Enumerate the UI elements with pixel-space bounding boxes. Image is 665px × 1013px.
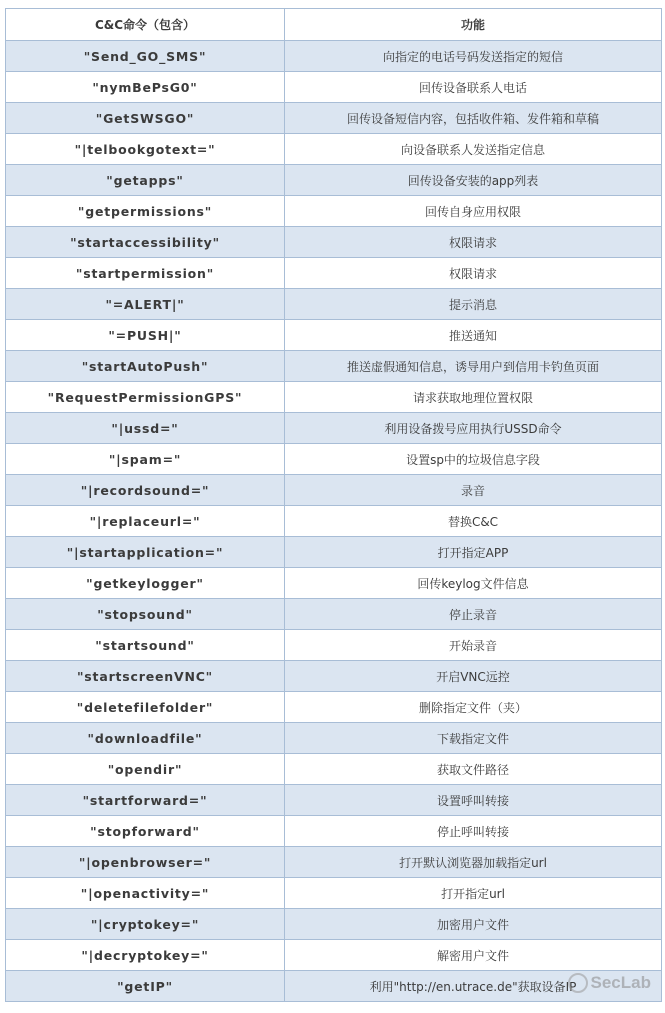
table-row [6,289,662,320]
function-cell: 向指定的电话号码发送指定的短信 [285,41,662,72]
table-row [6,909,662,940]
command-cell: "=ALERT|" [6,289,285,320]
function-cell: 停止呼叫转接 [285,816,662,847]
watermark [568,973,651,993]
function-cell: 打开指定APP [285,537,662,568]
function-cell: 回传自身应用权限 [285,196,662,227]
table-row [6,568,662,599]
command-cell: "startAutoPush" [6,351,285,382]
table-row [6,258,662,289]
table-row [6,754,662,785]
function-cell: 下载指定文件 [285,723,662,754]
table-row [6,320,662,351]
command-cell: "startaccessibility" [6,227,285,258]
command-cell: "downloadfile" [6,723,285,754]
command-cell: "|recordsound=" [6,475,285,506]
function-cell: 替换C&C [285,506,662,537]
function-cell: 权限请求 [285,227,662,258]
command-cell: "|openactivity=" [6,878,285,909]
function-cell: 推送通知 [285,320,662,351]
function-cell: 利用"http://en.utrace.de"获取设备IP [285,971,662,1002]
function-cell: 打开指定url [285,878,662,909]
table-row [6,847,662,878]
function-cell: 设置呼叫转接 [285,785,662,816]
table-row [6,785,662,816]
table-row [6,227,662,258]
command-cell: "|spam=" [6,444,285,475]
command-cell: "|telbookgotext=" [6,134,285,165]
table-row [6,878,662,909]
table-row [6,661,662,692]
command-cell: "|decryptokey=" [6,940,285,971]
command-cell: "|replaceurl=" [6,506,285,537]
command-cell: "startforward=" [6,785,285,816]
function-cell: 提示消息 [285,289,662,320]
table-row [6,444,662,475]
command-cell: "opendir" [6,754,285,785]
table-row [6,475,662,506]
command-cell: "stopforward" [6,816,285,847]
table-row [6,940,662,971]
table-row [6,41,662,72]
table-row [6,351,662,382]
command-cell: "getapps" [6,165,285,196]
table-row [6,103,662,134]
logo-icon [568,973,588,993]
function-cell: 获取文件路径 [285,754,662,785]
command-cell: "getpermissions" [6,196,285,227]
function-cell: 打开默认浏览器加载指定url [285,847,662,878]
function-cell: 回传设备安装的app列表 [285,165,662,196]
command-cell: "GetSWSGO" [6,103,285,134]
function-cell: 录音 [285,475,662,506]
function-cell: 请求获取地理位置权限 [285,382,662,413]
function-cell: 开始录音 [285,630,662,661]
command-cell: "=PUSH|" [6,320,285,351]
table-row [6,816,662,847]
function-cell: 利用设备拨号应用执行USSD命令 [285,413,662,444]
command-cell: "Send_GO_SMS" [6,41,285,72]
command-cell: "|cryptokey=" [6,909,285,940]
table-row [6,165,662,196]
cnc-command-table [5,8,662,1002]
command-cell: "|startapplication=" [6,537,285,568]
cnc-command-table-container [5,8,661,1002]
table-row [6,723,662,754]
table-row [6,630,662,661]
watermark-text: SecLab [590,973,651,992]
function-cell: 删除指定文件（夹） [285,692,662,723]
command-cell: "|ussd=" [6,413,285,444]
function-cell: 解密用户文件 [285,940,662,971]
function-cell: 推送虚假通知信息，诱导用户到信用卡钓鱼页面 [285,351,662,382]
command-cell: "getkeylogger" [6,568,285,599]
function-cell: 停止录音 [285,599,662,630]
command-cell: "|openbrowser=" [6,847,285,878]
command-cell: "getIP" [6,971,285,1002]
header-command: C&C命令（包含） [6,9,285,41]
table-row [6,537,662,568]
table-row [6,506,662,537]
command-cell: "nymBePsG0" [6,72,285,103]
function-cell: 权限请求 [285,258,662,289]
header-function: 功能 [285,9,662,41]
command-cell: "RequestPermissionGPS" [6,382,285,413]
table-body [6,41,662,1002]
table-row [6,692,662,723]
function-cell: 向设备联系人发送指定信息 [285,134,662,165]
command-cell: "startscreenVNC" [6,661,285,692]
table-header [6,9,662,41]
function-cell: 回传设备联系人电话 [285,72,662,103]
command-cell: "deletefilefolder" [6,692,285,723]
function-cell: 开启VNC远控 [285,661,662,692]
function-cell: 设置sp中的垃圾信息字段 [285,444,662,475]
header-row [6,9,662,41]
command-cell: "startpermission" [6,258,285,289]
command-cell: "startsound" [6,630,285,661]
table-row [6,599,662,630]
table-row [6,72,662,103]
table-row [6,413,662,444]
table-row [6,971,662,1002]
command-cell: "stopsound" [6,599,285,630]
table-row [6,196,662,227]
function-cell: 回传keylog文件信息 [285,568,662,599]
function-cell: 加密用户文件 [285,909,662,940]
table-row [6,382,662,413]
function-cell: 回传设备短信内容，包括收件箱、发件箱和草稿 [285,103,662,134]
table-row [6,134,662,165]
